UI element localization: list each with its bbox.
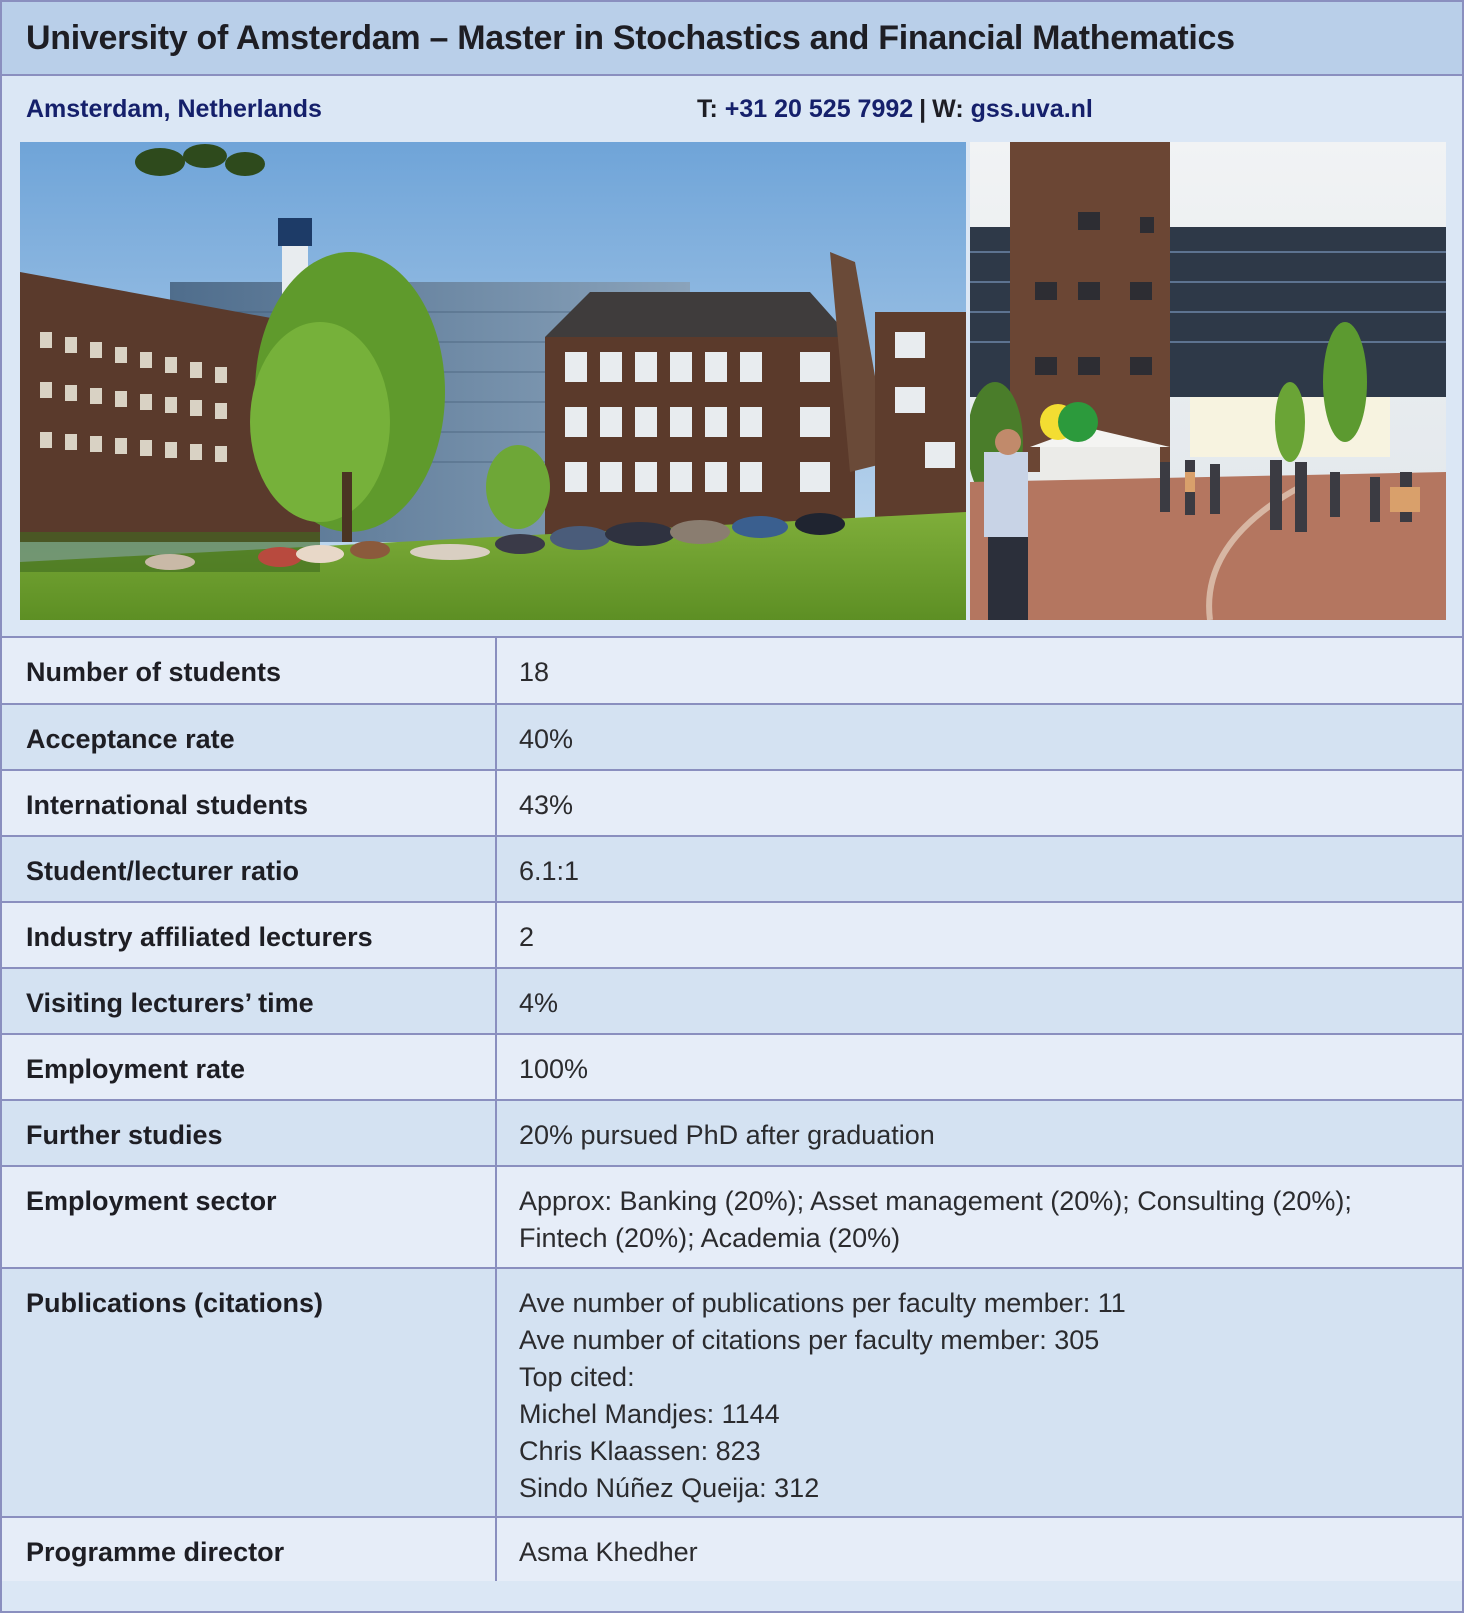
row-label: Number of students	[2, 638, 496, 704]
row-label: Visiting lecturers’ time	[2, 968, 496, 1034]
row-value: Asma Khedher	[496, 1517, 1462, 1581]
table-row	[2, 638, 1462, 704]
table-row	[2, 1268, 1462, 1517]
row-value	[496, 1268, 1462, 1517]
table-row	[2, 836, 1462, 902]
row-value: 43%	[496, 770, 1462, 836]
row-label: Employment sector	[2, 1166, 496, 1268]
row-label: Programme director	[2, 1517, 496, 1581]
row-label: Industry affiliated lecturers	[2, 902, 496, 968]
table-row	[2, 1517, 1462, 1581]
table-row	[2, 704, 1462, 770]
row-value-line: Approx: Banking (20%); Asset management (20%); Consulting (20%);	[519, 1186, 1352, 1216]
table-row	[2, 770, 1462, 836]
row-label: Student/lecturer ratio	[2, 836, 496, 902]
row-value-line: Fintech (20%); Academia (20%)	[519, 1223, 901, 1253]
row-label: Further studies	[2, 1100, 496, 1166]
row-value-line: Michel Mandjes: 1144	[519, 1399, 780, 1429]
row-label: Acceptance rate	[2, 704, 496, 770]
row-value: 6.1:1	[496, 836, 1462, 902]
stats-table	[2, 638, 1462, 1581]
website-link[interactable]: gss.uva.nl	[970, 94, 1093, 123]
row-value: 100%	[496, 1034, 1462, 1100]
row-label: Publications (citations)	[2, 1268, 496, 1517]
info-bar	[2, 76, 1462, 142]
row-value-line: Ave number of publications per faculty member: 11	[519, 1288, 1126, 1318]
page-title: University of Amsterdam – Master in Stochastics and Financial Mathematics	[26, 18, 1235, 57]
row-value	[496, 1166, 1462, 1268]
row-value-line: Sindo Núñez Queija: 312	[519, 1473, 820, 1503]
contact-line	[697, 76, 1093, 142]
title-bar	[2, 2, 1462, 76]
row-value-line: Ave number of citations per faculty member: 305	[519, 1325, 1100, 1355]
phone-label: T:	[697, 94, 718, 123]
table-row	[2, 902, 1462, 968]
table-row	[2, 968, 1462, 1034]
row-value-line: Top cited:	[519, 1362, 635, 1392]
phone-number[interactable]: +31 20 525 7992	[724, 94, 914, 123]
table-row	[2, 1166, 1462, 1268]
row-value-line: Chris Klaassen: 823	[519, 1436, 761, 1466]
location-text: Amsterdam, Netherlands	[26, 94, 322, 123]
row-value: 18	[496, 638, 1462, 704]
row-label: Employment rate	[2, 1034, 496, 1100]
campus-courtyard-photo	[970, 142, 1446, 620]
table-row	[2, 1100, 1462, 1166]
row-value: 4%	[496, 968, 1462, 1034]
row-value: 20% pursued PhD after graduation	[496, 1100, 1462, 1166]
campus-lawn-photo	[20, 142, 966, 620]
row-value: 40%	[496, 704, 1462, 770]
contact-separator: |	[919, 94, 927, 123]
table-row	[2, 1034, 1462, 1100]
row-value: 2	[496, 902, 1462, 968]
web-label: W:	[932, 94, 964, 123]
row-label: International students	[2, 770, 496, 836]
photo-strip	[2, 142, 1462, 638]
